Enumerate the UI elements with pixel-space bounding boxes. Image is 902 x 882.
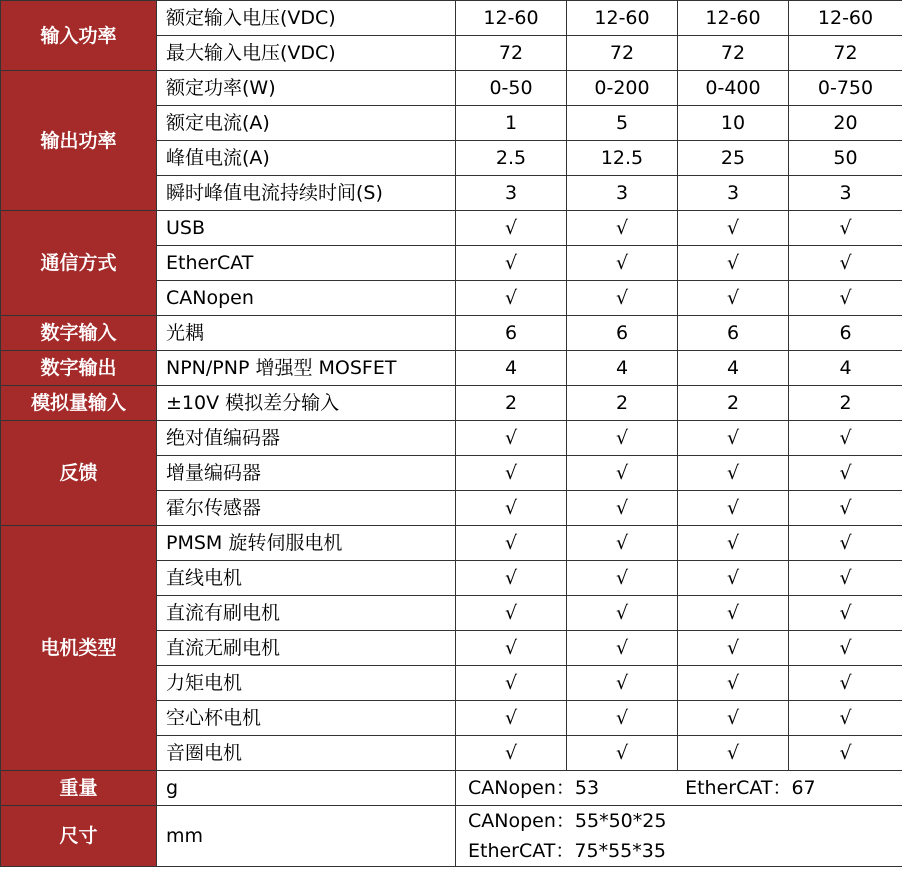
value-cell: √ bbox=[678, 281, 789, 316]
category-input-power: 输入功率 bbox=[1, 1, 157, 71]
value-cell: 0-750 bbox=[789, 71, 902, 106]
value-cell: 4 bbox=[678, 351, 789, 386]
table-row bbox=[1, 771, 902, 806]
value-cell: √ bbox=[678, 596, 789, 631]
value-cell: 72 bbox=[456, 36, 567, 71]
value-cell: √ bbox=[789, 456, 902, 491]
value-cell: √ bbox=[567, 421, 678, 456]
value-cell: √ bbox=[678, 246, 789, 281]
value-cell: √ bbox=[567, 526, 678, 561]
table-row bbox=[1, 526, 902, 561]
value-cell: √ bbox=[789, 281, 902, 316]
value-cell: 4 bbox=[789, 351, 902, 386]
value-cell: √ bbox=[678, 526, 789, 561]
value-cell: 3 bbox=[678, 176, 789, 211]
value-cell: √ bbox=[456, 631, 567, 666]
value-cell: 10 bbox=[678, 106, 789, 141]
category-analog-input: 模拟量输入 bbox=[1, 386, 157, 421]
value-cell: √ bbox=[789, 666, 902, 701]
value-cell: √ bbox=[789, 596, 902, 631]
value-cell: 2.5 bbox=[456, 141, 567, 176]
value-cell: 3 bbox=[567, 176, 678, 211]
weight-unit: g bbox=[157, 771, 456, 806]
value-cell: 0-200 bbox=[567, 71, 678, 106]
value-cell: 6 bbox=[456, 316, 567, 351]
value-cell: √ bbox=[678, 736, 789, 771]
value-cell: 2 bbox=[678, 386, 789, 421]
value-cell: 72 bbox=[678, 36, 789, 71]
param-label: 最大输入电压(VDC) bbox=[157, 36, 456, 71]
param-label: 直流有刷电机 bbox=[157, 596, 456, 631]
table-row bbox=[1, 806, 902, 867]
value-cell: 72 bbox=[789, 36, 902, 71]
value-cell: √ bbox=[678, 421, 789, 456]
value-cell: 0-400 bbox=[678, 71, 789, 106]
value-cell: √ bbox=[789, 211, 902, 246]
value-cell: √ bbox=[456, 561, 567, 596]
value-cell: 4 bbox=[567, 351, 678, 386]
value-cell: 12-60 bbox=[789, 1, 902, 36]
value-cell: √ bbox=[456, 736, 567, 771]
table-row bbox=[1, 1, 902, 36]
spec-table-body bbox=[1, 1, 902, 867]
value-cell: 5 bbox=[567, 106, 678, 141]
value-cell: √ bbox=[456, 281, 567, 316]
param-label: EtherCAT bbox=[157, 246, 456, 281]
value-cell: 0-50 bbox=[456, 71, 567, 106]
value-cell: √ bbox=[678, 631, 789, 666]
category-motor-type: 电机类型 bbox=[1, 526, 157, 771]
value-cell: √ bbox=[789, 736, 902, 771]
param-label: 力矩电机 bbox=[157, 666, 456, 701]
size-ethercat: EtherCAT：75*55*35 bbox=[468, 840, 666, 862]
param-label: 增量编码器 bbox=[157, 456, 456, 491]
value-cell: √ bbox=[456, 526, 567, 561]
value-cell: √ bbox=[678, 701, 789, 736]
value-cell: √ bbox=[678, 491, 789, 526]
param-label: 音圈电机 bbox=[157, 736, 456, 771]
value-cell: 25 bbox=[678, 141, 789, 176]
param-label: 额定输入电压(VDC) bbox=[157, 1, 456, 36]
table-row bbox=[1, 421, 902, 456]
param-label: PMSM 旋转伺服电机 bbox=[157, 526, 456, 561]
param-label: 额定电流(A) bbox=[157, 106, 456, 141]
value-cell: 6 bbox=[678, 316, 789, 351]
value-cell: √ bbox=[567, 631, 678, 666]
value-cell: √ bbox=[456, 421, 567, 456]
value-cell: √ bbox=[567, 736, 678, 771]
size-values bbox=[456, 806, 902, 867]
value-cell: 50 bbox=[789, 141, 902, 176]
table-row bbox=[1, 386, 902, 421]
size-canopen: CANopen：55*50*25 bbox=[468, 810, 667, 832]
value-cell: √ bbox=[567, 281, 678, 316]
category-weight: 重量 bbox=[1, 771, 157, 806]
param-label: 直流无刷电机 bbox=[157, 631, 456, 666]
value-cell: 2 bbox=[456, 386, 567, 421]
value-cell: 3 bbox=[456, 176, 567, 211]
value-cell: √ bbox=[567, 456, 678, 491]
value-cell: 3 bbox=[789, 176, 902, 211]
value-cell: 72 bbox=[567, 36, 678, 71]
value-cell: 2 bbox=[567, 386, 678, 421]
value-cell: √ bbox=[456, 246, 567, 281]
value-cell: √ bbox=[567, 561, 678, 596]
value-cell: √ bbox=[567, 701, 678, 736]
param-label: CANopen bbox=[157, 281, 456, 316]
value-cell: √ bbox=[567, 596, 678, 631]
table-row bbox=[1, 211, 902, 246]
param-label: 绝对值编码器 bbox=[157, 421, 456, 456]
weight-ethercat: EtherCAT：67 bbox=[685, 777, 816, 799]
value-cell: √ bbox=[789, 421, 902, 456]
value-cell: √ bbox=[567, 491, 678, 526]
category-digital-output: 数字输出 bbox=[1, 351, 157, 386]
value-cell: √ bbox=[789, 631, 902, 666]
value-cell: √ bbox=[789, 246, 902, 281]
value-cell: 1 bbox=[456, 106, 567, 141]
value-cell: √ bbox=[456, 666, 567, 701]
value-cell: 6 bbox=[789, 316, 902, 351]
value-cell: 12.5 bbox=[567, 141, 678, 176]
value-cell: 12-60 bbox=[567, 1, 678, 36]
value-cell: 12-60 bbox=[678, 1, 789, 36]
value-cell: 2 bbox=[789, 386, 902, 421]
value-cell: 20 bbox=[789, 106, 902, 141]
weight-canopen: CANopen：53 bbox=[468, 777, 600, 799]
value-cell: √ bbox=[789, 526, 902, 561]
value-cell: 4 bbox=[456, 351, 567, 386]
param-label: 直线电机 bbox=[157, 561, 456, 596]
category-size: 尺寸 bbox=[1, 806, 157, 867]
value-cell: √ bbox=[567, 246, 678, 281]
table-row bbox=[1, 351, 902, 386]
value-cell: √ bbox=[678, 666, 789, 701]
param-label: 光耦 bbox=[157, 316, 456, 351]
value-cell: √ bbox=[789, 491, 902, 526]
table-row bbox=[1, 71, 902, 106]
value-cell: √ bbox=[789, 561, 902, 596]
param-label: USB bbox=[157, 211, 456, 246]
value-cell: √ bbox=[456, 596, 567, 631]
category-communication: 通信方式 bbox=[1, 211, 157, 316]
param-label: 霍尔传感器 bbox=[157, 491, 456, 526]
value-cell: √ bbox=[456, 491, 567, 526]
value-cell: √ bbox=[678, 211, 789, 246]
param-label: NPN/PNP 增强型 MOSFET bbox=[157, 351, 456, 386]
param-label: 瞬时峰值电流持续时间(S) bbox=[157, 176, 456, 211]
value-cell: √ bbox=[567, 211, 678, 246]
category-digital-input: 数字输入 bbox=[1, 316, 157, 351]
value-cell: √ bbox=[456, 701, 567, 736]
value-cell: 12-60 bbox=[456, 1, 567, 36]
param-label: ±10V 模拟差分输入 bbox=[157, 386, 456, 421]
param-label: 空心杯电机 bbox=[157, 701, 456, 736]
value-cell: √ bbox=[678, 456, 789, 491]
table-row bbox=[1, 316, 902, 351]
value-cell: √ bbox=[567, 666, 678, 701]
weight-values bbox=[456, 771, 902, 806]
category-output-power: 输出功率 bbox=[1, 71, 157, 211]
param-label: 峰值电流(A) bbox=[157, 141, 456, 176]
value-cell: 6 bbox=[567, 316, 678, 351]
size-unit: mm bbox=[157, 806, 456, 867]
param-label: 额定功率(W) bbox=[157, 71, 456, 106]
category-feedback: 反馈 bbox=[1, 421, 157, 526]
value-cell: √ bbox=[678, 561, 789, 596]
value-cell: √ bbox=[456, 456, 567, 491]
value-cell: √ bbox=[456, 211, 567, 246]
value-cell: √ bbox=[789, 701, 902, 736]
